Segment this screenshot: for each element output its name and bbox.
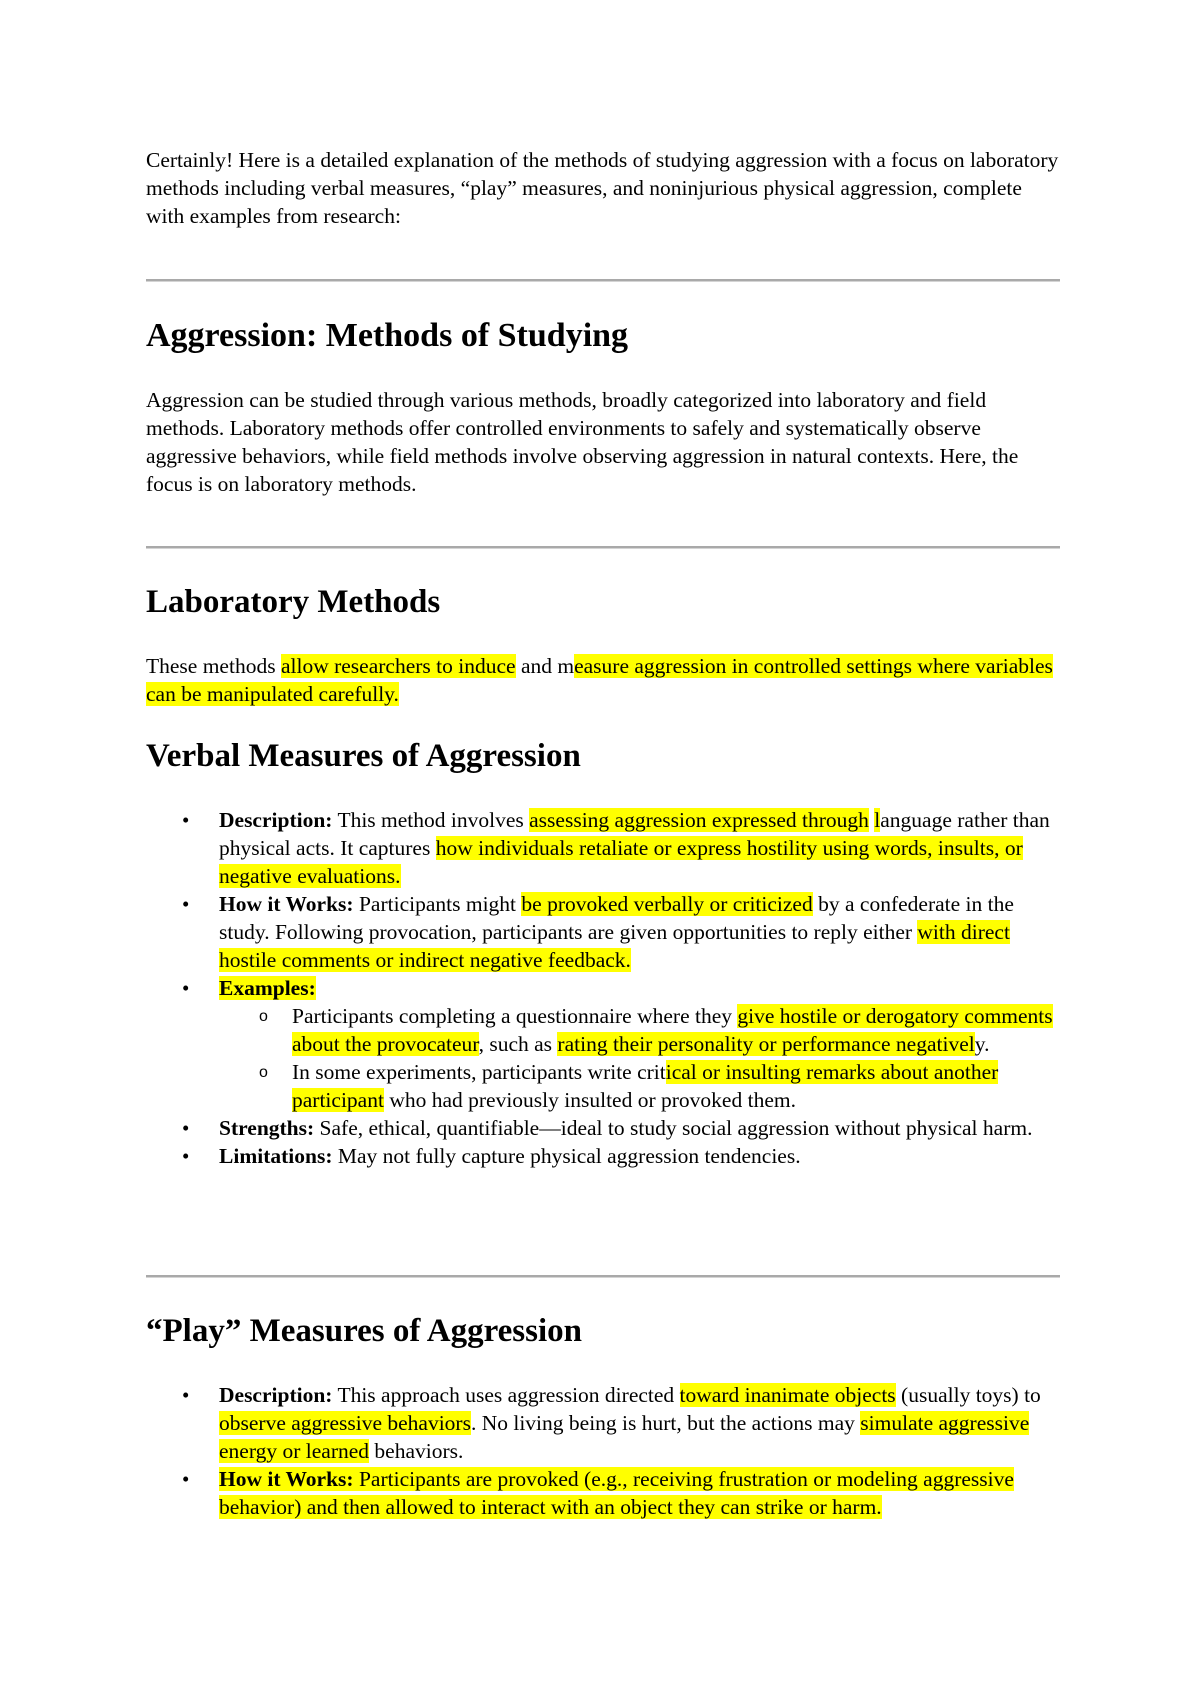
highlight: how individuals retaliate or express hostility using words, insults, or negative evaluations.: [219, 836, 1023, 888]
highlight: ical or insulting remarks about another participant: [292, 1060, 999, 1112]
list-item-strengths: • Strengths: Safe, ethical, quantifiable—ideal to study social aggression without physical harm.: [146, 1114, 1060, 1142]
highlight: How it Works: Participants are provoked (e.g., receiving frustration or modeling aggressive behavior) and then allowed to interact with an object they can strike or harm.: [219, 1467, 1014, 1519]
intro-paragraph: Certainly! Here is a detailed explanation of the methods of studying aggression with a focus on laboratory methods including verbal measures, “play” measures, and noninjurious physical aggression, complete with examples from research:: [146, 148, 1059, 228]
highlight: l: [874, 808, 881, 832]
heading-laboratory-methods: Laboratory Methods: [146, 584, 441, 620]
highlight: observe aggressive behaviors: [219, 1411, 471, 1435]
list-item-limitations: • Limitations: May not fully capture physical aggression tendencies.: [146, 1142, 1060, 1170]
list-item-how-it-works: [146, 1465, 1060, 1521]
horizontal-rule: [146, 1275, 1060, 1278]
horizontal-rule: [146, 546, 1060, 549]
heading-play-measures: “Play” Measures of Aggression: [146, 1313, 583, 1349]
examples-sublist: [219, 1002, 1060, 1114]
list-item-how-it-works: • How it Works: Participants might be provoked verbally or criticized by a confederate in the study. Following provocation, participants are given opportunities to reply either with direct hostile comments or indirect negative feedback.: [146, 890, 1060, 974]
highlight: Examples:: [219, 976, 316, 1000]
highlight: rating their personality or performance negativel: [557, 1032, 975, 1056]
highlight: easure aggression in controlled settings where variables can be manipulated carefully.: [146, 654, 1053, 706]
list-item-examples: [146, 974, 1060, 1114]
sublist-item: o In some experiments, participants write critical or insulting remarks about another participant who had previously insulted or provoked them.: [219, 1058, 1060, 1114]
horizontal-rule: [146, 279, 1060, 282]
highlight: with direct hostile comments or indirect negative feedback.: [219, 920, 1010, 972]
highlight: toward inanimate objects: [679, 1383, 896, 1407]
list-item-description: • Description: This method involves assessing aggression expressed through language rather than physical acts. It captures how individuals retaliate or express hostility using words, insults, or negative evaluations.: [146, 806, 1060, 890]
highlight: be provoked verbally or criticized: [521, 892, 813, 916]
aggression-methods-paragraph: Aggression can be studied through various methods, broadly categorized into laboratory and field methods. Laboratory methods offer controlled environments to safely and systematically observe aggressive behaviors, while field methods involve observing aggression in natural contexts. Here, the focus is on laboratory methods.: [146, 388, 1019, 496]
highlight: assessing aggression expressed through: [529, 808, 869, 832]
verbal-measures-list: [146, 806, 1060, 1170]
list-item-description: • Description: This approach uses aggression directed toward inanimate objects (usually toys) to observe aggressive behaviors. No living being is hurt, but the actions may simulate aggressive energy or learned behaviors.: [146, 1381, 1060, 1465]
highlight: give hostile or derogatory comments about the provocateur: [292, 1004, 1053, 1056]
laboratory-methods-paragraph: These methods allow researchers to induce and measure aggression in controlled settings where variables can be manipulated carefully.: [146, 654, 1053, 706]
sublist-item: o Participants completing a questionnaire where they give hostile or derogatory comments about the provocateur, such as rating their personality or performance negatively.: [219, 1002, 1060, 1058]
play-measures-list: [146, 1381, 1060, 1521]
heading-aggression-methods: Aggression: Methods of Studying: [146, 317, 629, 354]
heading-verbal-measures: Verbal Measures of Aggression: [146, 738, 581, 774]
highlight: simulate aggressive energy or learned: [219, 1411, 1030, 1463]
highlight: allow researchers to induce: [280, 654, 516, 678]
